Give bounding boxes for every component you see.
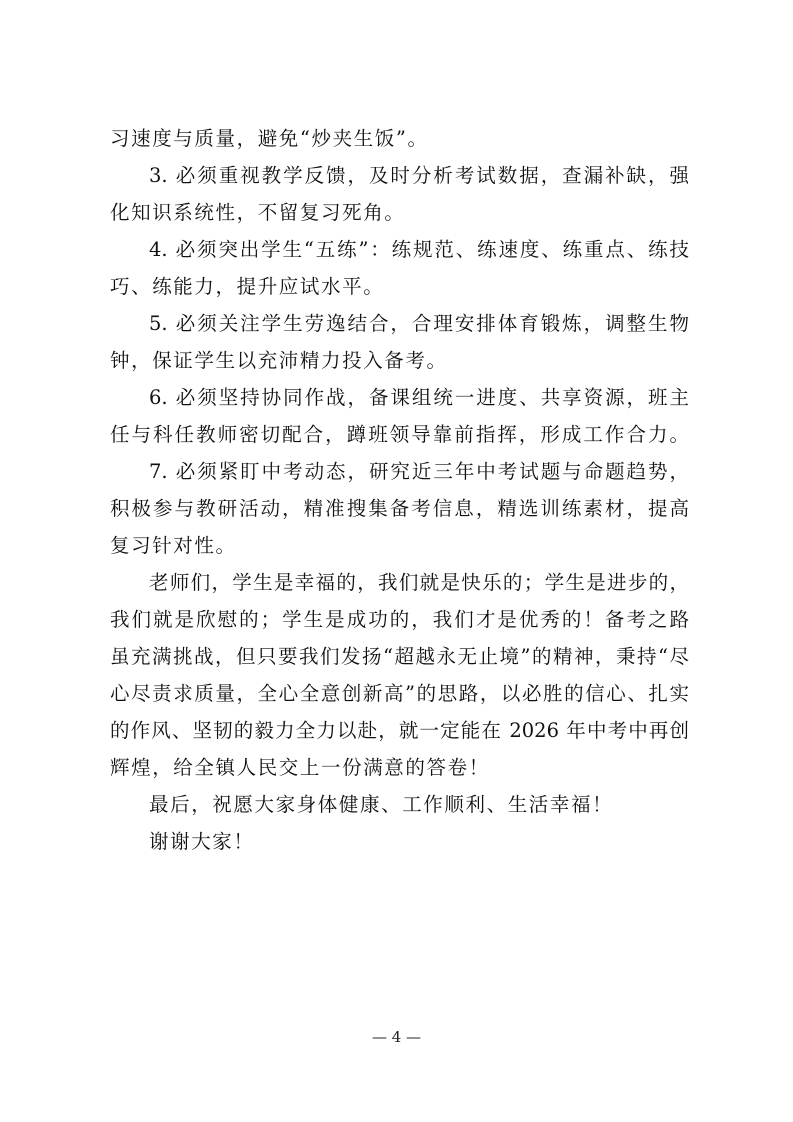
text-line-13: 老师们，学生是幸福的，我们就是快乐的；学生是进步的， bbox=[149, 571, 689, 594]
text-line-9: 任与科任教师密切配合，蹲班领导靠前指挥，形成工作合力。 bbox=[110, 423, 689, 446]
text-line-3: 化知识系统性，不留复习死角。 bbox=[110, 201, 406, 224]
text-line-4: 4. 必须突出学生“五练”：练规范、练速度、练重点、练技 bbox=[149, 238, 689, 261]
text-line-10: 7. 必须紧盯中考动态，研究近三年中考试题与命题趋势， bbox=[149, 460, 689, 483]
text-line-16: 心尽责求质量，全心全意创新高”的思路，以必胜的信心、扎实 bbox=[110, 682, 689, 705]
text-line-14: 我们就是欣慰的；学生是成功的，我们才是优秀的！备考之路 bbox=[110, 608, 689, 631]
text-line-6: 5. 必须关注学生劳逸结合，合理安排体育锻炼，调整生物 bbox=[149, 312, 689, 335]
text-line-15: 虽充满挑战，但只要我们发扬“超越永无止境”的精神，秉持“尽 bbox=[110, 645, 689, 668]
text-line-19: 最后，祝愿大家身体健康、工作顺利、生活幸福！ bbox=[149, 793, 614, 816]
text-line-7: 钟，保证学生以充沛精力投入备考。 bbox=[110, 349, 448, 372]
text-line-2: 3. 必须重视教学反馈，及时分析考试数据，查漏补缺，强 bbox=[149, 164, 689, 187]
text-line-17: 的作风、坚韧的毅力全力以赴，就一定能在 2026 年中考中再创 bbox=[110, 719, 689, 742]
text-line-18: 辉煌，给全镇人民交上一份满意的答卷！ bbox=[110, 756, 490, 779]
text-line-12: 复习针对性。 bbox=[110, 534, 237, 557]
text-line-8: 6. 必须坚持协同作战，备课组统一进度、共享资源，班主 bbox=[149, 386, 689, 409]
page-number: — 4 — bbox=[371, 1028, 422, 1046]
text-line-20: 谢谢大家！ bbox=[149, 830, 255, 853]
text-line-11: 积极参与教研活动，精准搜集备考信息，精选训练素材，提高 bbox=[110, 497, 689, 520]
text-line-1: 习速度与质量，避免“炒夹生饭”。 bbox=[110, 127, 429, 150]
text-line-5: 巧、练能力，提升应试水平。 bbox=[110, 275, 385, 298]
